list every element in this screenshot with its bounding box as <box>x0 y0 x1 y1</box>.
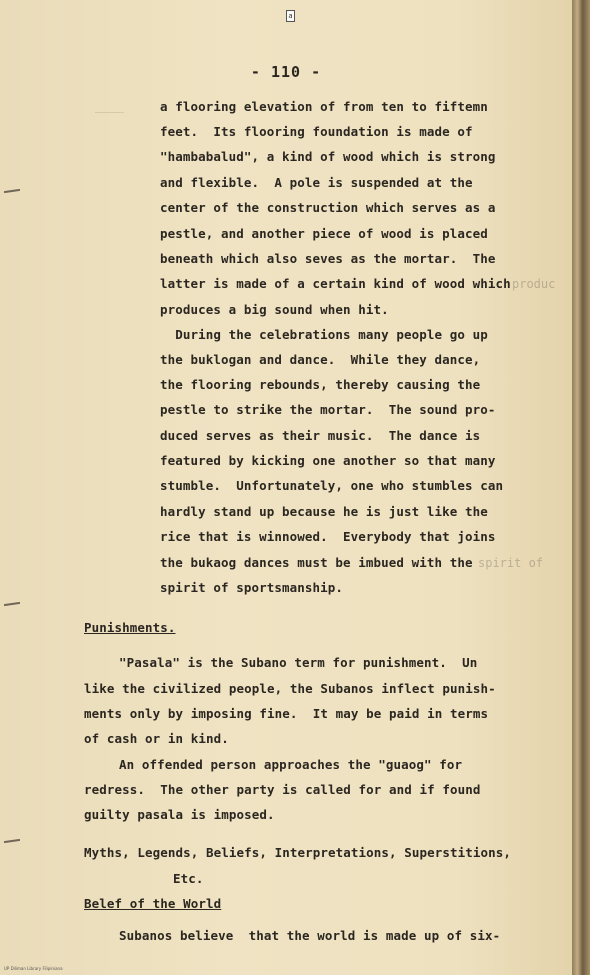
punishments-line: An offended person approaches the "guaog" for <box>119 757 463 772</box>
punishments-line: "Pasala" is the Subano term for punishment. Un <box>119 655 478 670</box>
margin-mark <box>4 602 20 606</box>
punishments-line: like the civilized people, the Subanos inflect punish- <box>84 681 496 696</box>
body-line: rice that is winnowed. Everybody that joins <box>160 529 496 544</box>
section-heading-punishments: Punishments. <box>84 620 176 635</box>
body-line: center of the construction which serves as a <box>160 200 496 215</box>
body-line: Subanos believe that the world is made up of six- <box>119 928 501 943</box>
body-line: stumble. Unfortunately, one who stumbles can <box>160 478 504 493</box>
body-line: During the celebrations many people go up <box>160 327 488 342</box>
body-line: pestle, and another piece of wood is placed <box>160 226 488 241</box>
body-line: the flooring rebounds, thereby causing the <box>160 377 481 392</box>
punishments-line: ments only by imposing fine. It may be paid in terms <box>84 706 489 721</box>
page-number: - 110 - <box>250 63 322 81</box>
page-tab-marker: a <box>286 10 295 22</box>
body-line: and flexible. A pole is suspended at the <box>160 175 473 190</box>
punishments-line: guilty pasala is imposed. <box>84 807 275 822</box>
punishments-line: redress. The other party is called for and if found <box>84 782 481 797</box>
body-line: feet. Its flooring foundation is made of <box>160 124 473 139</box>
punishments-line: of cash or in kind. <box>84 731 229 746</box>
body-line: produces a big sound when hit. <box>160 302 389 317</box>
body-line: hardly stand up because he is just like the <box>160 504 488 519</box>
body-line: the buklogan and dance. While they dance, <box>160 352 481 367</box>
body-line: a flooring elevation of from ten to fiftemn <box>160 99 488 114</box>
footer-credit: UP Diliman Library Filipiniana <box>4 966 63 971</box>
section-heading-myths-cont: Etc. <box>173 871 204 886</box>
section-heading-myths: Myths, Legends, Beliefs, Interpretations, Superstitions, <box>84 845 512 860</box>
body-line: featured by kicking one another so that many <box>160 453 496 468</box>
body-line: the bukaog dances must be imbued with the <box>160 555 473 570</box>
subheading-belief-of-world: Belef of the World <box>84 896 222 911</box>
struck-word: spirit of <box>478 556 544 570</box>
margin-mark <box>4 839 20 843</box>
body-line: pestle to strike the mortar. The sound pro- <box>160 402 496 417</box>
body-line: spirit of sportsmanship. <box>160 580 344 595</box>
body-line: duced serves as their music. The dance is <box>160 428 481 443</box>
book-binding <box>572 0 590 975</box>
body-line: latter is made of a certain kind of wood which <box>160 276 511 291</box>
body-line: beneath which also seves as the mortar. The <box>160 251 496 266</box>
margin-mark <box>4 189 20 193</box>
body-line: "hambabalud", a kind of wood which is strong <box>160 149 496 164</box>
document-page: a - 110 - ____ a flooring elevation of from ten to fiftemn feet. Its flooring foundation is made of "hambabalud", a kind of wood which is strong and flexible. A pole is suspended at the center of the construction which serves as a pestle, and another piece of wood is placed beneath which also seves as the mortar. The latter is made of a certain kind of wood which produc produces a big sound when hit. During the celebrations many people go up the buklogan and dance. While they dance, the flooring rebounds, thereby causing the pestle to strike the mortar. The sound pro- duced serves as their music. The dance is featured by kicking one another so that many stumble. Unfortunately, one who stumbles can hardly stand up because he is just like the rice that is winnowed. Everybody that joins the bukaog dances must be imbued with the spirit of spirit of sportsmanship. Punishments. "Pasala" is the Subano term for punishment. Un like the civilized people, the Subanos inflect punish- ments only by imposing fine. It may be paid in terms of cash or in kind. An offended person approaches the "guaog" for redress. The other party is called for and if found guilty pasala is imposed. Myths, Legends, Beliefs, Interpretations, Superstitions, Etc. Belef of the World Subanos believe that the world is made up of six- UP Diliman Library Filipiniana <box>0 0 572 975</box>
struck-word: produc <box>512 277 556 291</box>
